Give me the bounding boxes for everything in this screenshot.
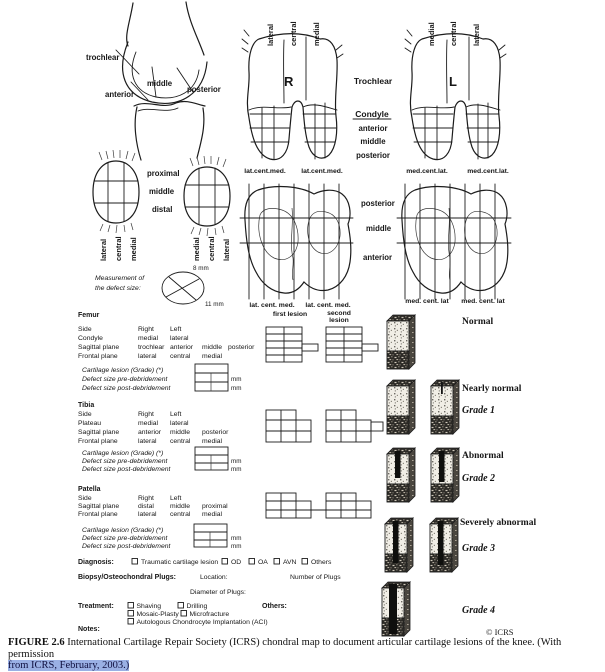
patella-side-left: Left: [170, 495, 182, 502]
label-anterior-side: anterior: [105, 90, 135, 99]
femur-grade-table[interactable]: [195, 364, 228, 391]
grade-nearly-normal-label: Nearly normal: [462, 384, 522, 394]
tibia-first-lesion-grid[interactable]: [266, 410, 311, 442]
right-femur-letter: R: [284, 74, 294, 89]
grade1-block-2: [431, 380, 459, 434]
measurement-caption-1: Measurement of: [95, 275, 145, 282]
left-femur-footer-2: med.cent.lat.: [467, 168, 509, 175]
diagnosis-row: [78, 559, 332, 567]
grade1-label: Grade 1: [462, 405, 496, 416]
legend-middle: middle: [360, 137, 386, 146]
checkbox-others-diagnosis[interactable]: [302, 559, 308, 565]
patella-sagittal-middle: middle: [170, 503, 191, 510]
notes-label: Notes:: [78, 626, 100, 633]
patella-section: [78, 486, 242, 550]
femur-row-sagittal-label: Sagittal plane: [78, 344, 120, 351]
tibia-section: [78, 402, 242, 473]
right-femur-col-lateral: lateral: [266, 23, 275, 46]
checkbox-oa[interactable]: [249, 559, 255, 565]
grade3-label: Grade 3: [462, 543, 496, 554]
label-trochlear-side: trochlear: [86, 53, 120, 62]
left-tibial-plateau: [397, 184, 511, 305]
femur-frontal-lateral: lateral: [138, 353, 157, 360]
right-plateau-bottom-1: lat. cent. med.: [249, 302, 295, 309]
plateau-row-posterior: posterior: [361, 199, 395, 208]
measurement-caption-2: the defect size:: [95, 285, 141, 292]
left-femur-footer-1: med.cent.lat.: [406, 168, 448, 175]
patella-side-right: Right: [138, 495, 154, 502]
grade-normal-label: Normal: [462, 317, 494, 327]
defect-diameter-11mm: 11 mm: [205, 301, 224, 308]
left-patella-hatching: [99, 150, 135, 233]
figure-caption-tag: FIGURE 2.6: [8, 637, 65, 648]
normal-block: [387, 315, 415, 369]
left-patella-col-medial: medial: [129, 237, 138, 261]
checkbox-shaving[interactable]: [128, 603, 134, 609]
biopsy-label: Biopsy/Osteochondral Plugs:: [78, 574, 177, 581]
tibia-title: Tibia: [78, 402, 95, 409]
treatment-opt-shaving: Shaving: [136, 603, 162, 610]
femur-row-frontal-label: Frontal plane: [78, 353, 118, 360]
legend-condyle: Condyle: [355, 109, 389, 119]
femur-side-left: Left: [170, 326, 182, 333]
grading-column: [382, 315, 536, 637]
femur-sagittal-anterior: anterior: [170, 344, 194, 351]
grade1-block-1: [387, 380, 415, 434]
patella-frontal-central: central: [170, 511, 191, 518]
femur-sagittal-middle: middle: [202, 344, 223, 351]
tibia-frontal-lateral: lateral: [138, 438, 157, 445]
patella-frontal-medial: medial: [202, 511, 223, 518]
tibia-mm-post: mm: [231, 466, 242, 473]
legend-trochlear: Trochlear: [353, 76, 393, 86]
left-plateau-gridlines: [397, 184, 511, 299]
right-patella-col-medial: medial: [192, 237, 201, 261]
left-plateau-bottom-2: med. cent. lat: [461, 298, 505, 305]
biopsy-row: [78, 574, 341, 596]
femur-sagittal-posterior: posterior: [228, 344, 255, 351]
grade2-block-2: [431, 448, 459, 502]
tibia-sagittal-posterior: posterior: [202, 429, 229, 436]
biopsy-diameter-label: Diameter of Plugs:: [190, 589, 246, 596]
tibia-row-plateau-label: Plateau: [78, 420, 102, 427]
biopsy-number-label: Number of Plugs: [290, 574, 341, 581]
grade3-block-2: [430, 518, 458, 572]
patella-row-side-label: Side: [78, 495, 92, 502]
grade2-label: Grade 2: [462, 473, 496, 484]
diagnosis-opt-traumatic: Traumatic cartilage lesion: [141, 559, 219, 566]
treatment-opt-mosaic-plasty: Mosaic-Plasty: [136, 611, 179, 618]
treatment-opt-aci: Autologous Chondrocyte Implantation (ACI): [136, 619, 268, 626]
treatment-label: Treatment:: [78, 603, 114, 610]
grade-abnormal-label: Abnormal: [462, 451, 504, 461]
tibia-frontal-medial: medial: [202, 438, 223, 445]
patella-front-views: [93, 150, 231, 261]
plateau-row-anterior: anterior: [363, 253, 393, 262]
grade2-slot-1: [395, 451, 401, 478]
femur-frontal-medial: medial: [202, 353, 223, 360]
treatment-opt-drilling: Drilling: [186, 603, 208, 610]
left-femur-letter: L: [449, 74, 457, 89]
left-femur-col-lateral: lateral: [472, 23, 481, 46]
checkbox-drilling[interactable]: [178, 603, 184, 609]
figure-caption-highlighted: from ICRS, February, 2003.): [8, 660, 130, 671]
tibia-row-sagittal-label: Sagittal plane: [78, 429, 120, 436]
tibia-second-lesion-grid[interactable]: [326, 410, 383, 442]
left-femur-col-medial: medial: [427, 22, 436, 46]
grade3-slot-1: [393, 521, 399, 563]
diagnosis-opt-avn: AVN: [283, 559, 297, 566]
patella-frontal-lateral: lateral: [138, 511, 157, 518]
patella-grade-table[interactable]: [194, 524, 227, 547]
right-patella-hatching: [190, 156, 226, 236]
patella-row-proximal: proximal: [147, 169, 180, 178]
right-tibial-plateau: [240, 184, 395, 309]
left-femur-distal-view: [405, 21, 506, 159]
tibia-post-label: Defect size post-debridement: [82, 466, 171, 473]
right-patella-col-lateral: lateral: [222, 238, 231, 261]
patella-sagittal-proximal: proximal: [202, 503, 228, 510]
tibia-grade-table[interactable]: [195, 447, 228, 470]
tibia-plateau-lateral: lateral: [170, 420, 189, 427]
grade2-block-1: [387, 448, 415, 502]
femur-side-right: Right: [138, 326, 154, 333]
treatment-others-label: Others:: [262, 603, 287, 610]
femur-row-side-label: Side: [78, 326, 92, 333]
biopsy-location-label: Location:: [200, 574, 228, 581]
treatment-rows: [78, 603, 287, 634]
checkbox-avn[interactable]: [274, 559, 280, 565]
patella-first-lesion-grid[interactable]: [266, 493, 311, 518]
first-lesion-header: first lesion: [272, 311, 308, 318]
checkbox-od[interactable]: [222, 559, 228, 565]
femur-first-lesion-grid[interactable]: [266, 327, 318, 362]
left-patella-col-lateral: lateral: [99, 238, 108, 261]
left-femur-col-central: central: [449, 21, 458, 46]
label-posterior-side: posterior: [187, 85, 221, 94]
left-femur-condyle-grid: [413, 103, 499, 159]
patella-sagittal-distal: distal: [138, 503, 154, 510]
label-middle-side: middle: [147, 79, 173, 88]
knee-lateral-sketch: [86, 2, 221, 160]
tibia-side-left: Left: [170, 411, 182, 418]
checkbox-traumatic-lesion[interactable]: [132, 559, 138, 565]
patella-post-label: Defect size post-debridement: [82, 543, 171, 550]
femur-mm-post: mm: [231, 385, 242, 392]
tibia-pre-label: Defect size pre-debridement: [82, 458, 168, 465]
right-femur-col-central: central: [289, 21, 298, 46]
grade2-slot-2: [439, 451, 445, 482]
right-patella-col-central: central: [207, 236, 216, 261]
left-patella-col-central: central: [114, 236, 123, 261]
tibia-row-frontal-label: Frontal plane: [78, 438, 118, 445]
femur-row-condyle-label: Condyle: [78, 335, 103, 342]
figure-caption-body: International Cartilage Repair Society (ICRS) chondral map to document articular cartilage lesions of the knee. (With permission: [8, 637, 562, 660]
right-femur-condyle-grid: [250, 103, 336, 159]
defect-diameter-8mm: 8 mm: [193, 265, 209, 272]
patella-grade-label: Cartilage lesion (Grade) (*): [82, 527, 164, 534]
right-femur-footer-1: lat.cent.med.: [244, 168, 286, 175]
tibia-sagittal-anterior: anterior: [138, 429, 162, 436]
diagnosis-opt-others: Others: [311, 559, 332, 566]
legend-posterior: posterior: [356, 151, 390, 160]
femur-condyle-medial: medial: [138, 335, 159, 342]
tibia-sagittal-middle: middle: [170, 429, 191, 436]
femur-post-label: Defect size post-debridement: [82, 385, 171, 392]
patella-title: Patella: [78, 486, 101, 493]
right-patella-grid: [185, 168, 229, 224]
right-femur-footer-2: lat.cent.med.: [301, 168, 343, 175]
right-plateau-bottom-2: lat. cent. med.: [305, 302, 351, 309]
tibia-side-right: Right: [138, 411, 154, 418]
patella-mm-pre: mm: [231, 535, 242, 542]
checkbox-microfracture[interactable]: [181, 611, 187, 617]
femur-pre-label: Defect size pre-debridement: [82, 376, 168, 383]
second-lesion-header-2: lesion: [329, 317, 349, 324]
patella-row-middle: middle: [149, 187, 175, 196]
patella-second-lesion-grid[interactable]: [311, 493, 371, 518]
diagnosis-opt-oa: OA: [258, 559, 268, 566]
femur-legend: [353, 76, 393, 160]
legend-anterior: anterior: [358, 124, 388, 133]
femur-grade-label: Cartilage lesion (Grade) (*): [82, 367, 164, 374]
femur-condyle-lateral: lateral: [170, 335, 189, 342]
femur-title: Femur: [78, 312, 100, 319]
femur-second-lesion-grid[interactable]: [326, 327, 378, 362]
grade4-label: Grade 4: [462, 605, 496, 616]
femur-mm-pre: mm: [231, 376, 242, 383]
checkbox-mosaic-plasty[interactable]: [128, 611, 134, 617]
left-plateau-bottom-1: med. cent. lat: [405, 298, 449, 305]
patella-mm-post: mm: [231, 543, 242, 550]
tibia-row-side-label: Side: [78, 411, 92, 418]
right-plateau-gridlines: [240, 184, 353, 299]
grade4-slot: [389, 584, 397, 634]
tibia-frontal-central: central: [170, 438, 191, 445]
grade-severely-abnormal-label: Severely abnormal: [460, 518, 537, 528]
grade3-block-1: [385, 518, 413, 572]
grade1-crack: [441, 382, 443, 394]
grade3-slot-2: [438, 521, 444, 565]
figure-caption: [8, 637, 588, 672]
defect-measurement: [95, 265, 224, 308]
left-patella-grid: [94, 163, 138, 221]
diagnosis-opt-od: OD: [231, 559, 242, 566]
checkbox-aci[interactable]: [128, 619, 134, 625]
femur-section: [78, 312, 255, 392]
patella-row-sagittal-label: Sagittal plane: [78, 503, 120, 510]
treatment-opt-microfracture: Microfracture: [189, 611, 230, 618]
femur-sagittal-trochlear: trochlear: [138, 344, 165, 351]
patella-row-distal: distal: [152, 205, 173, 214]
tibia-grade-label: Cartilage lesion (Grade) (*): [82, 450, 164, 457]
femur-frontal-central: central: [170, 353, 191, 360]
icrs-copyright: © ICRS: [486, 627, 514, 637]
tibia-plateau-medial: medial: [138, 420, 159, 427]
second-lesion-header-1: second: [327, 310, 351, 317]
tibia-mm-pre: mm: [231, 458, 242, 465]
plateau-row-middle: middle: [366, 224, 392, 233]
diagnosis-label: Diagnosis:: [78, 559, 114, 566]
patella-row-frontal-label: Frontal plane: [78, 511, 118, 518]
right-femur-distal-view: [242, 21, 343, 159]
right-femur-col-medial: medial: [312, 22, 321, 46]
patella-pre-label: Defect size pre-debridement: [82, 535, 168, 542]
